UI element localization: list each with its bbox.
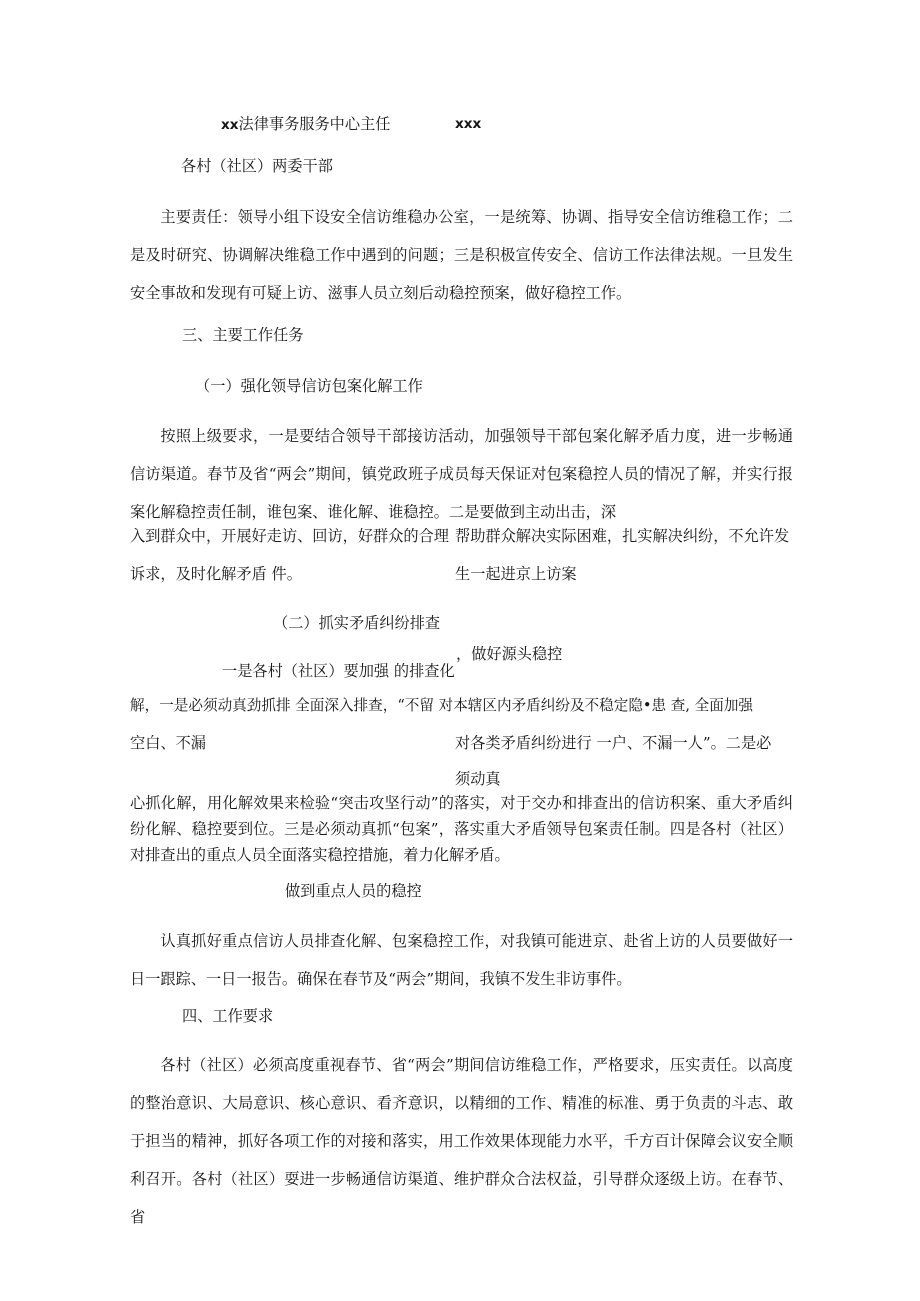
fragment-left-3: 空白、不漏 xyxy=(130,734,206,752)
fragment-line-b: 解，一是必须动真劲抓排 全面深入排查，“不留 对本辖区内矛盾纠纷及不稳定隐•患 查, 全面加强 xyxy=(130,697,754,714)
section-four-heading: 四、工作要求 xyxy=(182,1007,274,1025)
fragment-left-2: 诉求，及时化解矛盾 件。 xyxy=(130,565,302,583)
roster-line-1-name: xxx xyxy=(455,116,482,132)
roster-line-1 xyxy=(221,117,390,133)
fragment-superscript-source-control: ，做好源头稳控 xyxy=(456,645,563,663)
fragment-right-4: 须动真 xyxy=(455,770,501,788)
section-three-sub1-heading: （一）强化领导信访包案化解工作 xyxy=(195,377,423,395)
section-three-dense-body: 心抓化解，用化解效果来检验“突击攻坚行动”的落实，对于交办和排查出的信访积案、重大矛盾纠纷化解、稳控要到位。三是必须动真抓“包案”，落实重大矛盾领导包案责任制。四是各村（社区）对排查出的重点人员全面落实稳控措施，着力化解矛盾。 xyxy=(130,794,793,864)
fragment-right-3: 对各类矛盾纠纷进行 一户、不漏一人”。二是必 xyxy=(455,734,772,752)
section-three-sub3-heading: 做到重点人员的稳控 xyxy=(285,882,422,900)
roster-line-1-title: 法律事务服务中心主任 xyxy=(238,115,391,133)
section-three-sub2-heading: （二）抓实矛盾纠纷排查 xyxy=(273,614,441,632)
roster-line-1-prefix: xx xyxy=(221,117,239,133)
roster-line-2: 各村（社区）两委干部 xyxy=(181,157,333,175)
fragment-right-2: 生一起进京上访案 xyxy=(455,565,577,583)
fragment-left-1: 入到群众中，开展好走访、回访，好群众的合理 xyxy=(130,527,449,545)
fragment-right-1: 帮助群众解决实际困难，扎实解决纠纷，不允许发 xyxy=(455,527,790,545)
section-four-body: 各村（社区）必须高度重视春节、省“两会”期间信访维稳工作，严格要求，压实责任。以高度的整治意识、大局意识、核心意识、看齐意识，以精细的工作、精准的标准、勇于负责的斗志、敢于担当的精神，抓好各项工作的对接和落实，用工作效果体现能力水平，千方百计保障会议安全顺利召开。各村（社区）耍进一步畅通信访渠道、维护群众合法权益，引导群众逐级上访。在春节、省 xyxy=(130,1056,793,1226)
section-three-sub1-body: 按照上级要求，一是要结合领导干部接访活动，加强领导干部包案化解矛盾力度，进一步畅通信访渠道。春节及省“两会”期间，镇党政班子成员每天保证对包案稳控人员的情况了解，并实行报案化解稳控责任制，谁包案、谁化解、谁稳控。二是要做到主动出击，深 xyxy=(130,427,793,521)
duties-paragraph: 主要责任：领导小组下设安全信访维稳办公室，一是统筹、协调、指导安全信访维稳工作；二是及时研究、协调解决维稳工作中遇到的问题；三是积极宣传安全、信访工作法律法规。一旦发生安全事故和发现有可疑上访、滋事人员立刻后动稳控预案，做好稳控工作。 xyxy=(130,208,793,302)
section-three-heading: 三、主要工作任务 xyxy=(182,326,304,344)
fragment-line-a: 一是各村（社区）要加强 的排查化 xyxy=(222,662,455,680)
section-three-sub3-body: 认真抓好重点信访人员排查化解、包案稳控工作，对我镇可能进京、赴省上访的人员要做好一日一跟踪、一日一报告。确保在春节及“两会”期间，我镇不发生非访事件。 xyxy=(130,932,793,988)
